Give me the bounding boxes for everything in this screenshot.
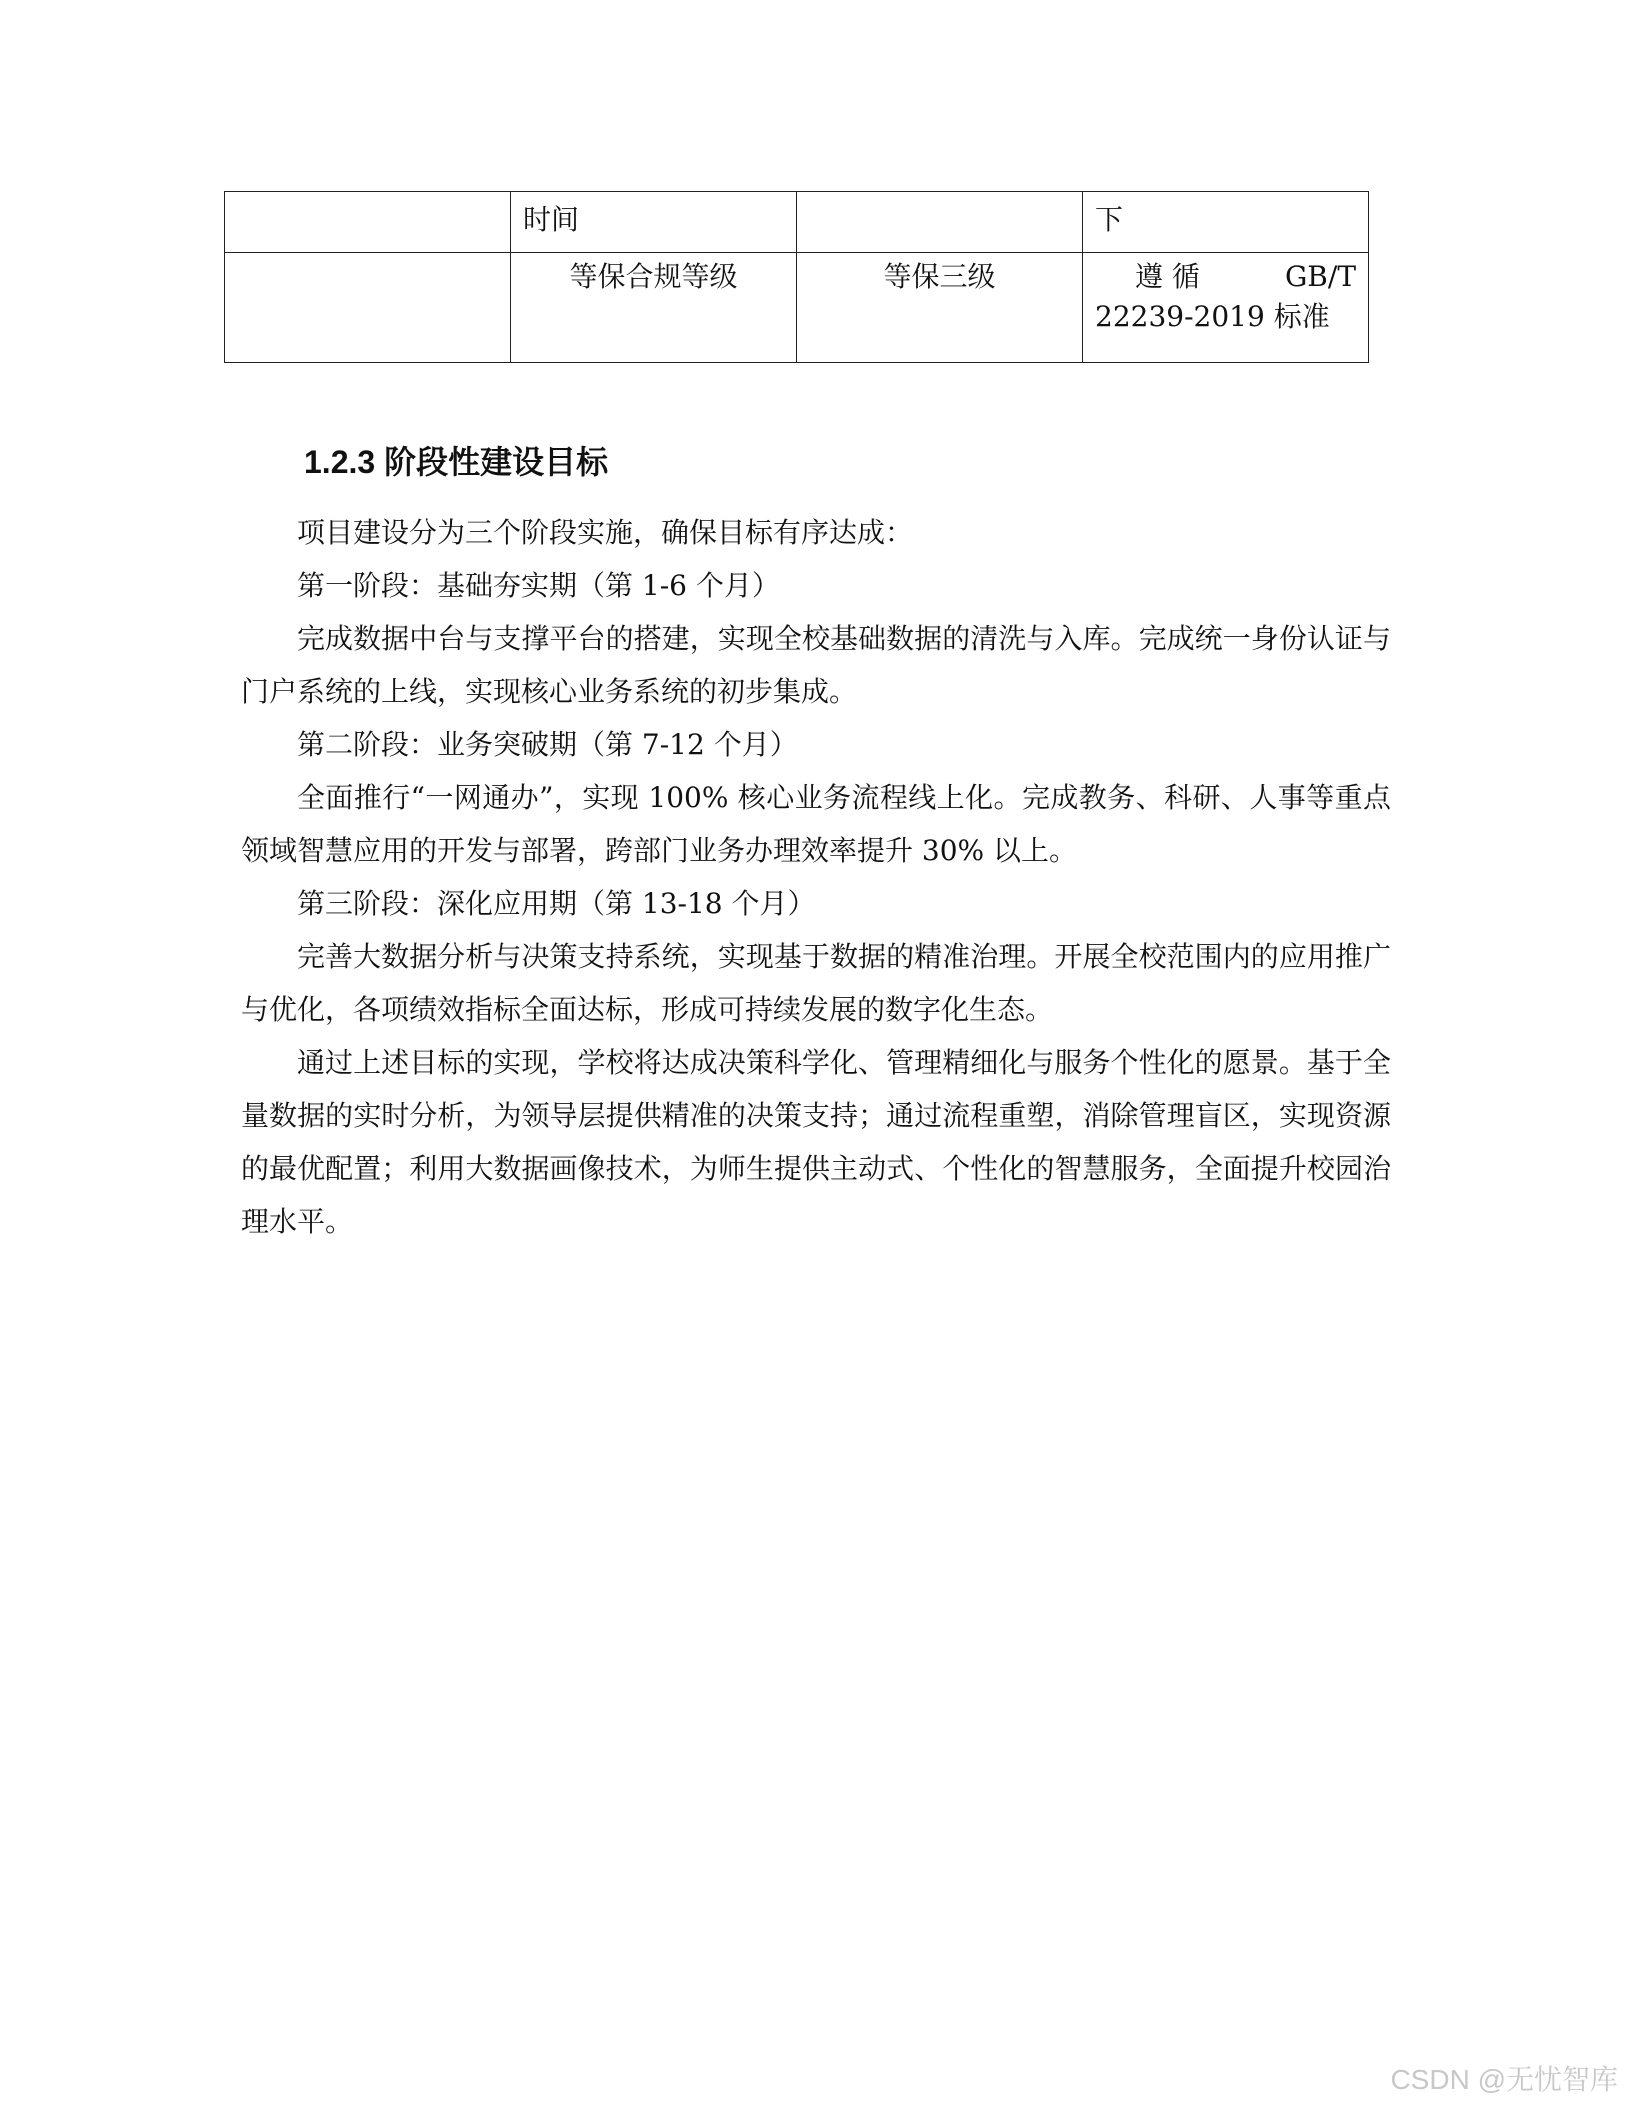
watermark: CSDN @无忧智库 <box>1390 2064 1618 2095</box>
paragraph: 第二阶段：业务突破期（第 7-12 个月） <box>297 728 798 761</box>
section-heading: 1.2.3 阶段性建设目标 <box>304 444 609 480</box>
table-cell <box>797 192 1083 253</box>
table-cell: 等保合规等级 <box>511 253 797 363</box>
table-row <box>225 192 1369 253</box>
standard-text: 遵 循 <box>1135 260 1200 293</box>
paragraph: 第三阶段：深化应用期（第 13-18 个月） <box>297 887 816 920</box>
paragraph: 第一阶段：基础夯实期（第 1-6 个月） <box>297 569 780 602</box>
table-cell: 下 <box>1083 192 1369 253</box>
table-cell <box>225 253 511 363</box>
requirements-table <box>224 191 1369 363</box>
section-body <box>241 506 1391 1248</box>
paragraph: 通过上述目标的实现，学校将达成决策科学化、管理精细化与服务个性化的愿景。基于全量数据的实时分析，为领导层提供精准的决策支持；通过流程重塑，消除管理盲区，实现资源的最优配置；利用大数据画像技术，为师生提供主动式、个性化的智慧服务，全面提升校园治理水平。 <box>241 1046 1391 1238</box>
paragraph: 完善大数据分析与决策支持系统，实现基于数据的精准治理。开展全校范围内的应用推广与优化，各项绩效指标全面达标，形成可持续发展的数字化生态。 <box>241 940 1391 1026</box>
standard-code: GB/T <box>1284 260 1356 293</box>
table-cell: 时间 <box>511 192 797 253</box>
table-cell <box>225 192 511 253</box>
paragraph: 完成数据中台与支撑平台的搭建，实现全校基础数据的清洗与入库。完成统一身份认证与门户系统的上线，实现核心业务系统的初步集成。 <box>241 622 1391 708</box>
table-cell: 等保三级 <box>797 253 1083 363</box>
table-row <box>225 253 1369 363</box>
paragraph: 全面推行“一网通办”，实现 100% 核心业务流程线上化。完成教务、科研、人事等重点领域智慧应用的开发与部署，跨部门业务办理效率提升 30% 以上。 <box>241 781 1391 867</box>
table-cell-standard <box>1083 253 1369 363</box>
paragraph: 项目建设分为三个阶段实施，确保目标有序达成： <box>297 516 914 549</box>
standard-line-1 <box>1095 257 1356 297</box>
standard-line-2: 22239-2019 标准 <box>1095 300 1330 333</box>
